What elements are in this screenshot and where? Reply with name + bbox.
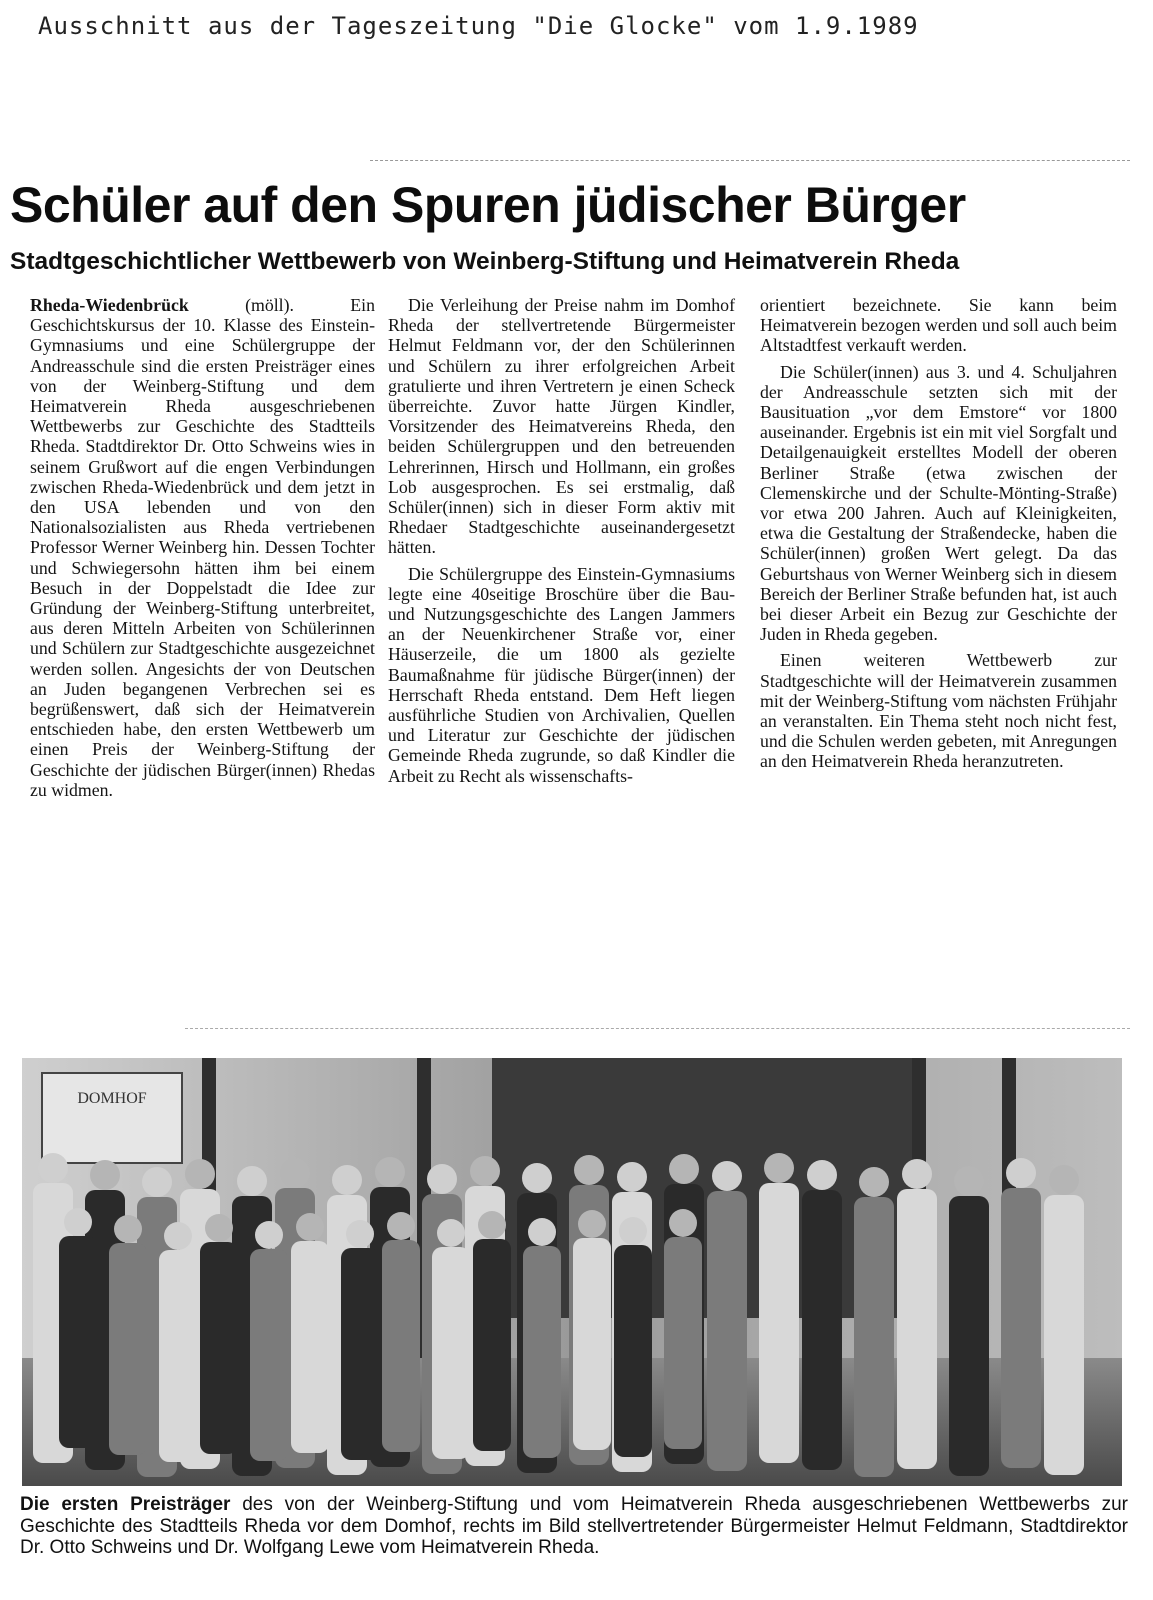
caption-lead: Die ersten Preisträger [20, 1494, 231, 1515]
person-head [205, 1214, 233, 1242]
person-head [90, 1160, 120, 1190]
paragraph: Die Schüler(innen) aus 3. und 4. Schuljahren der Andreasschule setzten sich mit der Bausituation „vor dem Emstore“ vor 1800 auseinander. Ergebnis ist ein mit viel Sorgfalt und Detailgenauigkeit erstelltes Modell der oberen Berliner Straße (etwa zwischen der Clemenskirche und der Schulte-Mönting-Straße) vor etwa 200 Jahren. Auch auf Kleinigkeiten, etwa die Gestaltung der Straßendecke, haben die Schüler(innen) großen Wert gelegt. Da das Geburtshaus von Werner Weinberg sich in diesem Bereich der Berliner Straße befunden hat, ist auch bei dieser Arbeit ein Bezug zur Geschichte der Juden in Rheda gegeben. [760, 361, 1117, 645]
person-figure [949, 1196, 989, 1476]
caption-text: des von der Weinberg-Stiftung und vom Heimatverein Rheda ausgeschriebenen Wettbewerbs zur Geschichte des Stadtteils Rheda vor dem Domhof, rechts im Bild stellvertretender Bürgermeister Helmut Feldmann, Stadtdirektor Dr. Otto Schweins und Dr. Wolfgang Lewe vom Heimatverein Rheda. [20, 1494, 1128, 1558]
person-figure [382, 1240, 420, 1452]
person-head [332, 1165, 362, 1195]
divider [370, 160, 1130, 161]
person-figure [200, 1242, 238, 1454]
person-figure [802, 1190, 842, 1470]
domhof-sign [42, 1073, 182, 1163]
person-head [375, 1157, 405, 1187]
person-head [1006, 1158, 1036, 1188]
person-head [38, 1153, 68, 1183]
person-figure [759, 1183, 799, 1463]
person-head [185, 1159, 215, 1189]
person-figure [523, 1246, 561, 1458]
person-head [237, 1166, 267, 1196]
group-photo [22, 1058, 1122, 1486]
divider [185, 1028, 1130, 1029]
paragraph: Einen weiteren Wettbewerb zur Stadtgeschichte will der Heimatverein zusammen mit der Weinberg-Stiftung vom nächsten Frühjahr an veranstalten. Ein Thema steht noch nicht fest, und die Schulen werden gebeten, mit Anregungen an den Heimatverein Rheda heranzutreten. [760, 650, 1117, 772]
article-column-2 [388, 295, 735, 792]
subheadline: Stadtgeschichtlicher Wettbewerb von Weinberg-Stiftung und Heimatverein Rheda [10, 248, 960, 275]
person-head [617, 1162, 647, 1192]
person-head [114, 1215, 142, 1243]
person-figure [473, 1239, 511, 1451]
person-figure [1001, 1188, 1041, 1468]
headline: Schüler auf den Spuren jüdischer Bürger [10, 177, 966, 233]
article-column-3 [760, 295, 1117, 778]
person-head [619, 1217, 647, 1245]
person-head [574, 1155, 604, 1185]
paragraph: orientiert bezeichnete. Sie kann beim Heimatverein bezogen werden und soll auch beim Altstadtfest verkauft werden. [760, 295, 1117, 356]
person-head [902, 1159, 932, 1189]
person-head [64, 1208, 92, 1236]
person-head [296, 1213, 324, 1241]
paragraph: Die Verleihung der Preise nahm im Domhof Rheda der stellvertretende Bürgermeister Helmut Feldmann vor, der den Schülerinnen und Schülern zu ihrer erfolgreichen Arbeit gratulierte und ihren Vertretern je einen Scheck überreichte. Zuvor hatte Jürgen Kindler, Vorsitzender des Heimatvereins Rheda, den beiden Schülergruppen und den betreuenden Lehrerinnen, Hirsch und Hollmann, ein großes Lob ausgesprochen. Es sei erstmalig, daß Schüler(innen) sich in dieser Form aktiv mit Rhedaer Stadtgeschichte auseinandergesetzt hätten. [388, 295, 735, 558]
person-head [764, 1153, 794, 1183]
person-head [859, 1167, 889, 1197]
paragraph: Die Schülergruppe des Einstein-Gymnasiums legte eine 40seitige Broschüre über die Bau- und Nutzungsgeschichte des Langen Jammers an der Neuenkirchener Straße vor, einer Häuserzeile, die um 1800 als gezielte Baumaßnahme für jüdische Bürger(innen) der Herrschaft Rheda entstand. Dem Heft liegen ausführliche Studien von Archivalien, Quellen und Literatur zur Geschichte der jüdischen Gemeinde Rheda zugrunde, so daß Kindler die Arbeit zu Recht als wissenschafts- [388, 563, 735, 786]
person-head [578, 1210, 606, 1238]
person-figure [854, 1197, 894, 1477]
group-photo-image [22, 1058, 1122, 1486]
domhof-sign-text: DOMHOF [77, 1090, 147, 1107]
person-head [164, 1222, 192, 1250]
person-figure [1044, 1195, 1084, 1475]
person-head [280, 1158, 310, 1188]
source-line: Ausschnitt aus der Tageszeitung "Die Glocke" vom 1.9.1989 [38, 12, 919, 40]
person-figure [291, 1241, 329, 1453]
person-head [470, 1156, 500, 1186]
person-figure [250, 1249, 288, 1461]
person-figure [573, 1238, 611, 1450]
person-figure [432, 1247, 470, 1459]
person-figure [664, 1237, 702, 1449]
person-figure [159, 1250, 197, 1462]
person-head [528, 1218, 556, 1246]
article-column-1 [30, 295, 375, 806]
person-head [807, 1160, 837, 1190]
dateline: Rheda-Wiedenbrück [30, 295, 189, 315]
person-head [712, 1161, 742, 1191]
person-figure [109, 1243, 147, 1455]
article-body [10, 295, 1135, 915]
paragraph-text: (möll). Ein Geschichtskursus der 10. Klasse des Einstein-Gymnasiums und eine Schülergruppe der Andreasschule sind die ersten Preisträger eines von der Weinberg-Stiftung und dem Heimatverein Rheda ausgeschriebenen Wettbewerbs zur Geschichte des Stadtteils Rheda. Stadtdirektor Dr. Otto Schweins wies in seinem Grußwort auf die engen Verbindungen zwischen Rheda-Wiedenbrück und dem jetzt in den USA lebenden und von den Nationalsozialisten aus Rheda vertriebenen Professor Werner Weinberg hin. Dessen Tochter und Schwiegersohn hätten ihm bei einem Besuch in der Doppelstadt die Idee zur Gründung der Weinberg-Stiftung unterbreitet, aus deren Mitteln Arbeiten von Schülerinnen und Schülern zur Stadtgeschichte ausgezeichnet werden sollen. Angesichts der von Deutschen an Juden begangenen Verbrechen sei es begrüßenswert, daß sich der Heimatverein entschieden habe, den ersten Wettbewerb um einen Preis der Weinberg-Stiftung der Geschichte der jüdischen Bürger(innen) Rhedas zu widmen. [30, 295, 375, 800]
person-head [142, 1167, 172, 1197]
person-head [437, 1219, 465, 1247]
person-figure [614, 1245, 652, 1457]
paragraph [30, 295, 375, 800]
person-head [427, 1164, 457, 1194]
person-head [1049, 1165, 1079, 1195]
person-head [669, 1209, 697, 1237]
person-head [255, 1221, 283, 1249]
photo-caption [20, 1494, 1128, 1559]
person-head [669, 1154, 699, 1184]
person-figure [707, 1191, 747, 1471]
person-head [387, 1212, 415, 1240]
person-figure [59, 1236, 97, 1448]
person-figure [341, 1248, 379, 1460]
person-head [346, 1220, 374, 1248]
person-figure [897, 1189, 937, 1469]
person-head [954, 1166, 984, 1196]
person-head [478, 1211, 506, 1239]
person-head [522, 1163, 552, 1193]
